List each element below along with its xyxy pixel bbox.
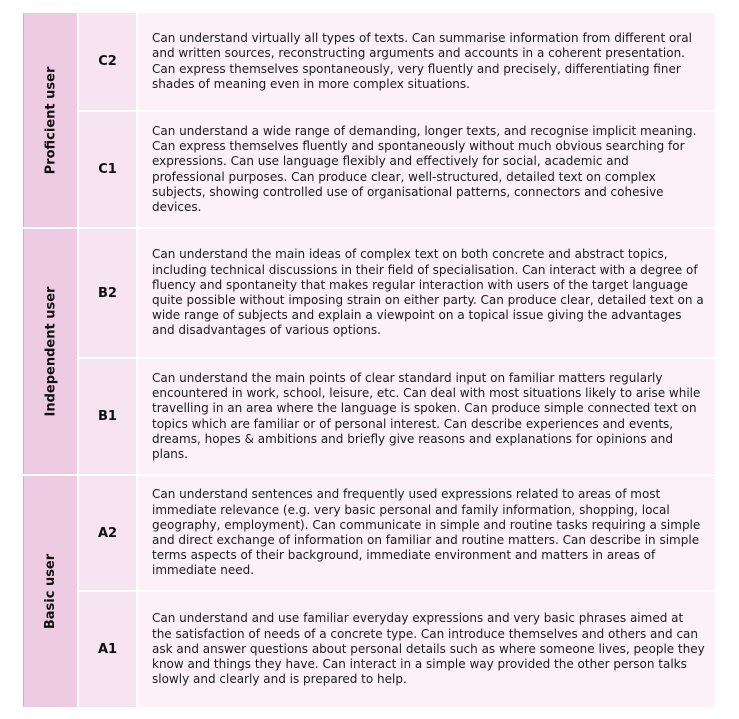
group-proficient-user: [23, 13, 77, 227]
level-description-b1: [138, 359, 715, 474]
group-basic-user: [23, 476, 77, 707]
level-code-a2: A2: [79, 476, 136, 590]
level-description-c2: [138, 13, 715, 110]
level-description-a1: [138, 592, 715, 707]
group-label: Proficient user: [43, 66, 59, 174]
group-label: Basic user: [43, 553, 59, 630]
group-label: Independent user: [43, 286, 58, 417]
description-text: Can understand the main points of clear standard input on familiar matters regularly encountered in work, school, leisure, etc. Can deal with most situations likely to arise while travelling in an area where the language is spoken. Can produce simple connected text on topics which are familiar or of personal interest. Can describe experiences and events, dreams, hopes & ambitions and briefly give reasons and explanations for opinions and plans.: [152, 370, 701, 461]
cefr-levels-table: [23, 13, 715, 699]
level-code-c2: C2: [79, 13, 136, 110]
level-code-b2: B2: [79, 229, 136, 357]
level-code-a1: A1: [79, 592, 136, 707]
description-text: Can understand the main ideas of complex text on both concrete and abstract topics, including technical discussions in their field of specialisation. Can interact with a degree of fluency and spontaneity that makes regular interaction with users of the target language quite possible without imposing strain on either party. Can produce clear, detailed text on a wide range of subjects and explain a viewpoint on a topical issue giving the advantages and disadvantages of various options.: [152, 247, 704, 338]
level-description-b2: [138, 229, 715, 357]
description-text: Can understand sentences and frequently used expressions related to areas of most immediate relevance (e.g. very basic personal and family information, shopping, local geography, employment). Can communicate in simple and routine tasks requiring a simple and direct exchange of information on familiar and routine matters. Can describe in simple terms aspects of their background, immediate environment and matters in areas of immediate need.: [152, 487, 701, 578]
description-text: Can understand virtually all types of texts. Can summarise information from different oral and written sources, reconstructing arguments and accounts in a coherent presentation. Can express themselves spontaneously, very fluently and precisely, differentiating finer shades of meaning even in more complex situations.: [152, 31, 692, 91]
description-text: Can understand a wide range of demanding, longer texts, and recognise implicit meaning. Can express themselves fluently and spontaneously without much obvious searching for expressions. Can use language flexibly and effectively for social, academic and professional purposes. Can produce clear, well-structured, detailed text on complex subjects, showing controlled use of organisational patterns, connectors and cohesive devices.: [152, 123, 697, 214]
level-description-c1: [138, 112, 715, 227]
description-text: Can understand and use familiar everyday expressions and very basic phrases aimed at the satisfaction of needs of a concrete type. Can introduce themselves and others and can ask and answer questions about personal details such as where someone lives, people they know and things they have. Can interact in a simple way provided the other person talks slowly and clearly and is prepared to help.: [152, 611, 705, 687]
level-description-a2: [138, 476, 715, 590]
group-independent-user: [23, 229, 77, 474]
level-code-c1: C1: [79, 112, 136, 227]
level-code-b1: B1: [79, 359, 136, 474]
